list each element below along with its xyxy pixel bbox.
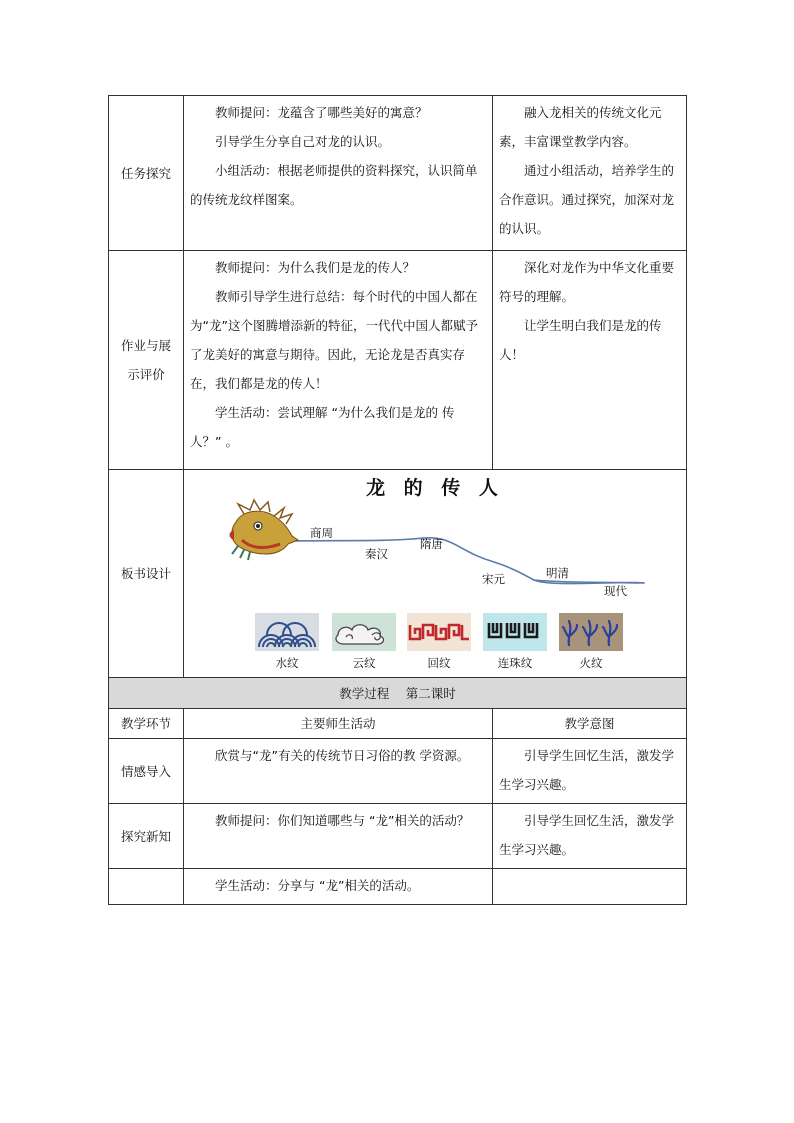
- board-cell: [184, 470, 687, 678]
- activity-cell: [184, 804, 493, 869]
- activity-line: 小组活动：根据老师提供的资料探究，认识简单的传统龙纹样图案。: [190, 163, 478, 207]
- header-intent: 教学意图: [493, 709, 687, 739]
- section-header: 教学过程 第二课时: [109, 678, 687, 709]
- dragon-head-icon: [230, 500, 299, 560]
- intent-cell: [493, 869, 687, 905]
- board-title: 龙 的 传 人: [366, 477, 504, 499]
- intent-cell: [493, 96, 687, 251]
- board-design: [184, 470, 686, 675]
- activity-line: 欣赏与“龙”有关的传统节日习俗的教 学资源。: [215, 748, 470, 763]
- era-label: 秦汉: [365, 547, 388, 561]
- fire-pattern-icon: [559, 613, 623, 651]
- activity-cell: [184, 251, 493, 470]
- meander-pattern-icon: [407, 613, 471, 651]
- activity-line: 教师提问：龙蕴含了哪些美好的寓意？: [215, 105, 428, 120]
- pattern-label: 云纹: [352, 656, 376, 670]
- row-emotional-intro: [109, 739, 687, 804]
- pattern-label: 水纹: [275, 656, 299, 670]
- row-label: 情感导入: [109, 739, 184, 804]
- era-label: 现代: [604, 584, 627, 598]
- activity-line: 教师引导学生进行总结：每个时代的中国人都在为“龙”这个图腾增添新的特征，一代代中国人都赋予了龙美好的寓意与期待。因此，无论龙是否真实存在，我们都是龙的传人！: [190, 289, 478, 391]
- water-pattern-icon: [255, 613, 319, 651]
- activity-line: 学生活动：尝试理解 “为什么我们是龙的 传人？” 。: [190, 405, 455, 449]
- row-explore-new: [109, 804, 687, 869]
- row-label: 任务探究: [109, 96, 184, 251]
- row-label: 探究新知: [109, 804, 184, 869]
- row-homework-evaluation: [109, 251, 687, 470]
- intent-cell: [493, 804, 687, 869]
- activity-line: 学生活动：分享与 “龙”相关的活动。: [215, 878, 420, 893]
- cloud-pattern-icon: [332, 613, 396, 651]
- row-task-inquiry: [109, 96, 687, 251]
- header-activities: 主要师生活动: [184, 709, 493, 739]
- era-label: 隋唐: [420, 537, 443, 551]
- section-header-row: [109, 678, 687, 709]
- intent-cell: [493, 251, 687, 470]
- row-label: [109, 869, 184, 905]
- era-label: 宋元: [482, 572, 505, 586]
- intent-line: 让学生明白我们是龙的传人！: [499, 318, 662, 362]
- intent-line: 引导学生回忆生活，激发学生学习兴趣。: [499, 748, 675, 792]
- lesson-plan-table: [108, 95, 687, 905]
- header-stage: 教学环节: [109, 709, 184, 739]
- activity-line: 教师提问：为什么我们是龙的传人？: [215, 260, 416, 275]
- intent-cell: [493, 739, 687, 804]
- pattern-label: 连珠纹: [497, 656, 533, 670]
- row-board-design: [109, 470, 687, 678]
- pattern-label: 回纹: [427, 656, 451, 670]
- pattern-label: 火纹: [579, 656, 603, 670]
- column-header-row: [109, 709, 687, 739]
- activity-line: 引导学生分享自己对龙的认识。: [215, 134, 391, 149]
- row-label: 作业与展示评价: [109, 251, 184, 470]
- activity-cell: [184, 739, 493, 804]
- activity-cell: [184, 869, 493, 905]
- era-label: 明清: [546, 566, 569, 580]
- intent-line: 通过小组活动，培养学生的合作意识。通过探究，加深对龙的认识。: [499, 163, 675, 236]
- intent-line: 融入龙相关的传统文化元素，丰富课堂教学内容。: [499, 105, 662, 149]
- activity-line: 教师提问：你们知道哪些与 “龙”相关的活动？: [215, 813, 470, 828]
- intent-line: 引导学生回忆生活，激发学生学习兴趣。: [499, 813, 675, 857]
- beaded-pattern-icon: [483, 613, 547, 651]
- era-label: 商周: [310, 526, 333, 540]
- row-student-activity: [109, 869, 687, 905]
- intent-line: 深化对龙作为中华文化重要符号的理解。: [499, 260, 675, 304]
- timeline-curve: [288, 538, 644, 584]
- activity-cell: [184, 96, 493, 251]
- row-label: 板书设计: [109, 470, 184, 678]
